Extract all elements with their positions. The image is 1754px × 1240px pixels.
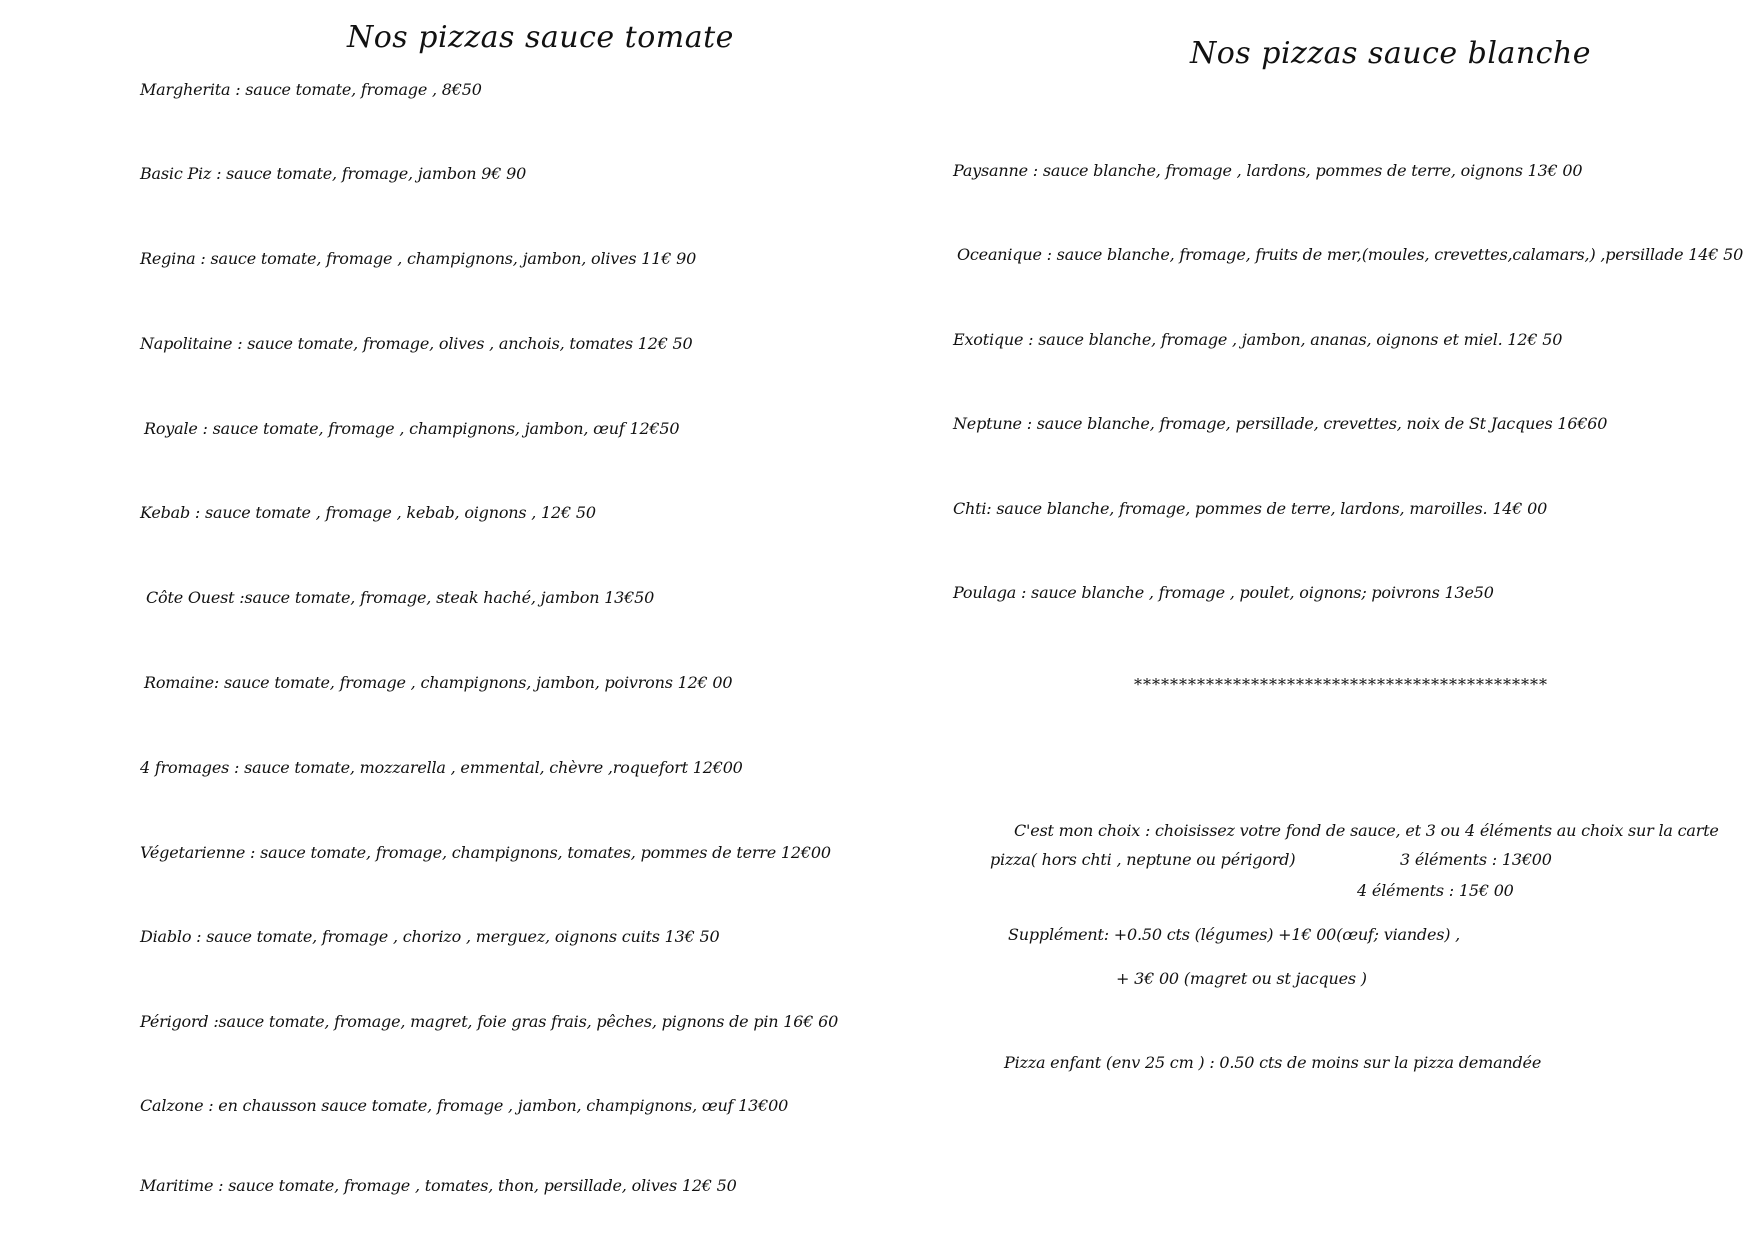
choix-4-elements: 4 éléments : 15€ 00 [1357,881,1514,900]
menu-item-calzone: Calzone : en chausson sauce tomate, fromage , jambon, champignons, œuf 13€00 [140,1096,789,1115]
choix-line-2: pizza( hors chti , neptune ou périgord) [990,850,1296,869]
supplement-line-1: Supplément: +0.50 cts (légumes) +1€ 00(œuf; viandes) , [1008,925,1461,944]
menu-item-perigord: Périgord :sauce tomate, fromage, magret, foie gras frais, pêches, pignons de pin 16€ 60 [140,1012,839,1031]
menu-item-regina: Regina : sauce tomate, fromage , champignons, jambon, olives 11€ 90 [140,249,697,268]
menu-item-margherita: Margherita : sauce tomate, fromage , 8€50 [140,80,482,99]
supplement-line-2: + 3€ 00 (magret ou st jacques ) [1116,969,1367,988]
menu-item-napolitaine: Napolitaine : sauce tomate, fromage, olives , anchois, tomates 12€ 50 [140,334,693,353]
left-column-title: Nos pizzas sauce tomate [347,20,734,55]
menu-item-vegetarienne: Végetarienne : sauce tomate, fromage, champignons, tomates, pommes de terre 12€00 [140,843,831,862]
stars-divider: ********************************************** [1134,675,1548,694]
pizza-enfant-note: Pizza enfant (env 25 cm ) : 0.50 cts de moins sur la pizza demandée [1004,1053,1542,1072]
menu-item-kebab: Kebab : sauce tomate , fromage , kebab, oignons , 12€ 50 [140,503,596,522]
menu-item-basic-piz: Basic Piz : sauce tomate, fromage, jambon 9€ 90 [140,164,527,183]
menu-item-diablo: Diablo : sauce tomate, fromage , chorizo , merguez, oignons cuits 13€ 50 [140,927,720,946]
menu-item-romaine: Romaine: sauce tomate, fromage , champignons, jambon, poivrons 12€ 00 [144,673,733,692]
menu-item-neptune: Neptune : sauce blanche, fromage, persillade, crevettes, noix de St Jacques 16€60 [953,414,1608,433]
right-column-title: Nos pizzas sauce blanche [1190,36,1592,71]
menu-item-paysanne: Paysanne : sauce blanche, fromage , lardons, pommes de terre, oignons 13€ 00 [953,161,1583,180]
menu-item-4-fromages: 4 fromages : sauce tomate, mozzarella , emmental, chèvre ,roquefort 12€00 [140,758,743,777]
menu-item-royale: Royale : sauce tomate, fromage , champignons, jambon, œuf 12€50 [144,419,680,438]
menu-item-exotique: Exotique : sauce blanche, fromage , jambon, ananas, oignons et miel. 12€ 50 [953,330,1563,349]
choix-line-1: C'est mon choix : choisissez votre fond de sauce, et 3 ou 4 éléments au choix sur la carte [1014,821,1719,840]
menu-item-oceanique: Oceanique : sauce blanche, fromage, fruits de mer,(moules, crevettes,calamars,) ,persillade 14€ 50 [957,245,1744,264]
menu-item-maritime: Maritime : sauce tomate, fromage , tomates, thon, persillade, olives 12€ 50 [140,1176,737,1195]
menu-item-cote-ouest: Côte Ouest :sauce tomate, fromage, steak haché, jambon 13€50 [146,588,655,607]
choix-3-elements: 3 éléments : 13€00 [1400,850,1552,869]
menu-item-chti: Chti: sauce blanche, fromage, pommes de terre, lardons, maroilles. 14€ 00 [953,499,1548,518]
menu-item-poulaga: Poulaga : sauce blanche , fromage , poulet, oignons; poivrons 13e50 [953,583,1494,602]
